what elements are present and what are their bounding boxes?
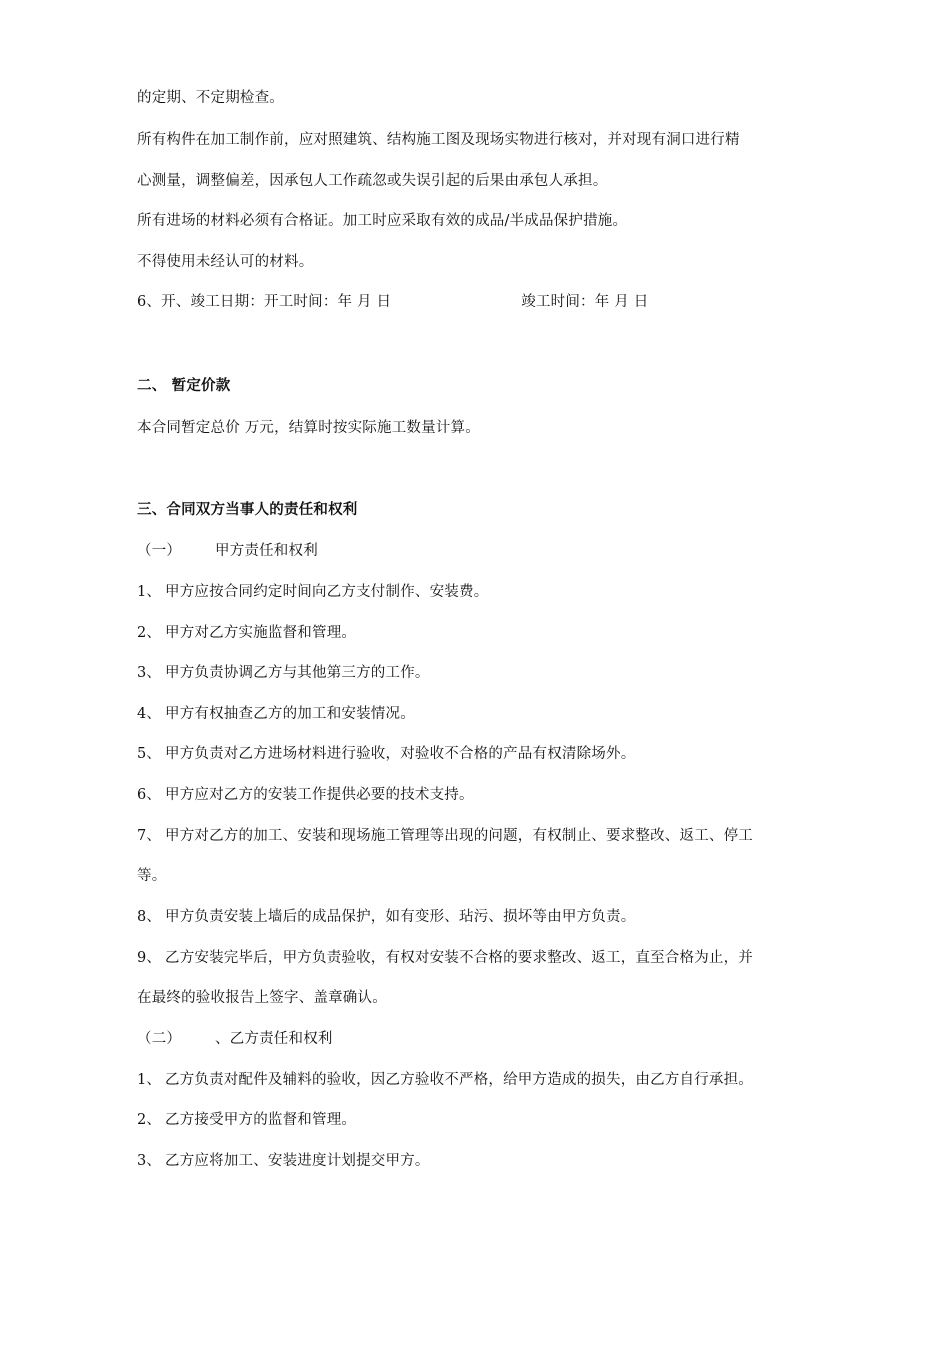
list-item-continuation: 等。 xyxy=(137,868,167,884)
party-a-title: 甲方责任和权利 xyxy=(215,543,318,559)
section-2-heading: 二、 暂定价款 xyxy=(137,378,231,394)
list-item: 3、 甲方负责协调乙方与其他第三方的工作。 xyxy=(137,665,430,681)
list-item: 1、 乙方负责对配件及辅料的验收，因乙方验收不严格，给甲方造成的损失，由乙方自行承担。 xyxy=(137,1072,753,1088)
party-b-subheading xyxy=(137,1029,333,1049)
party-a-subheading xyxy=(137,541,318,561)
party-a-number: （一） xyxy=(137,543,182,559)
intro-line-2: 所有构件在加工制作前，应对照建筑、结构施工图及现场实物进行核对，并对现有洞口进行精 xyxy=(137,132,740,148)
list-item: 8、 甲方负责安装上墙后的成品保护，如有变形、玷污、损坏等由甲方负责。 xyxy=(137,909,636,925)
list-item: 9、 乙方安装完毕后，甲方负责验收，有权对安装不合格的要求整改、返工，直至合格为止，并 xyxy=(137,950,753,966)
intro-line-5: 不得使用未经认可的材料。 xyxy=(137,254,314,270)
intro-line-4: 所有进场的材料必须有合格证。加工时应采取有效的成品/半成品保护措施。 xyxy=(137,213,628,229)
list-item: 2、 乙方接受甲方的监督和管理。 xyxy=(137,1112,357,1128)
start-date: 6、开、竣工日期：开工时间：年 月 日 xyxy=(137,294,392,310)
list-item: 2、 甲方对乙方实施监督和管理。 xyxy=(137,625,357,641)
list-item: 4、 甲方有权抽查乙方的加工和安装情况。 xyxy=(137,706,415,722)
intro-line-3: 心测量，调整偏差，因承包人工作疏忽或失误引起的后果由承包人承担。 xyxy=(137,173,608,189)
dates-line xyxy=(137,292,648,312)
list-item: 7、 甲方对乙方的加工、安装和现场施工管理等出现的问题，有权制止、要求整改、返工、停工 xyxy=(137,828,753,844)
intro-line-1: 的定期、不定期检查。 xyxy=(137,90,284,106)
list-item-continuation: 在最终的验收报告上签字、盖章确认。 xyxy=(137,990,387,1006)
party-b-number: （二） xyxy=(137,1031,182,1047)
section-2-body: 本合同暂定总价 万元，结算时按实际施工数量计算。 xyxy=(137,420,480,436)
list-item: 6、 甲方应对乙方的安装工作提供必要的技术支持。 xyxy=(137,787,474,803)
list-item: 1、 甲方应按合同约定时间向乙方支付制作、安装费。 xyxy=(137,584,489,600)
section-3-heading: 三、合同双方当事人的责任和权利 xyxy=(137,502,358,518)
party-b-title: 、乙方责任和权利 xyxy=(215,1031,333,1047)
list-item: 3、 乙方应将加工、安装进度计划提交甲方。 xyxy=(137,1153,430,1169)
list-item: 5、 甲方负责对乙方进场材料进行验收，对验收不合格的产品有权清除场外。 xyxy=(137,746,636,762)
end-date: 竣工时间：年 月 日 xyxy=(521,294,649,310)
